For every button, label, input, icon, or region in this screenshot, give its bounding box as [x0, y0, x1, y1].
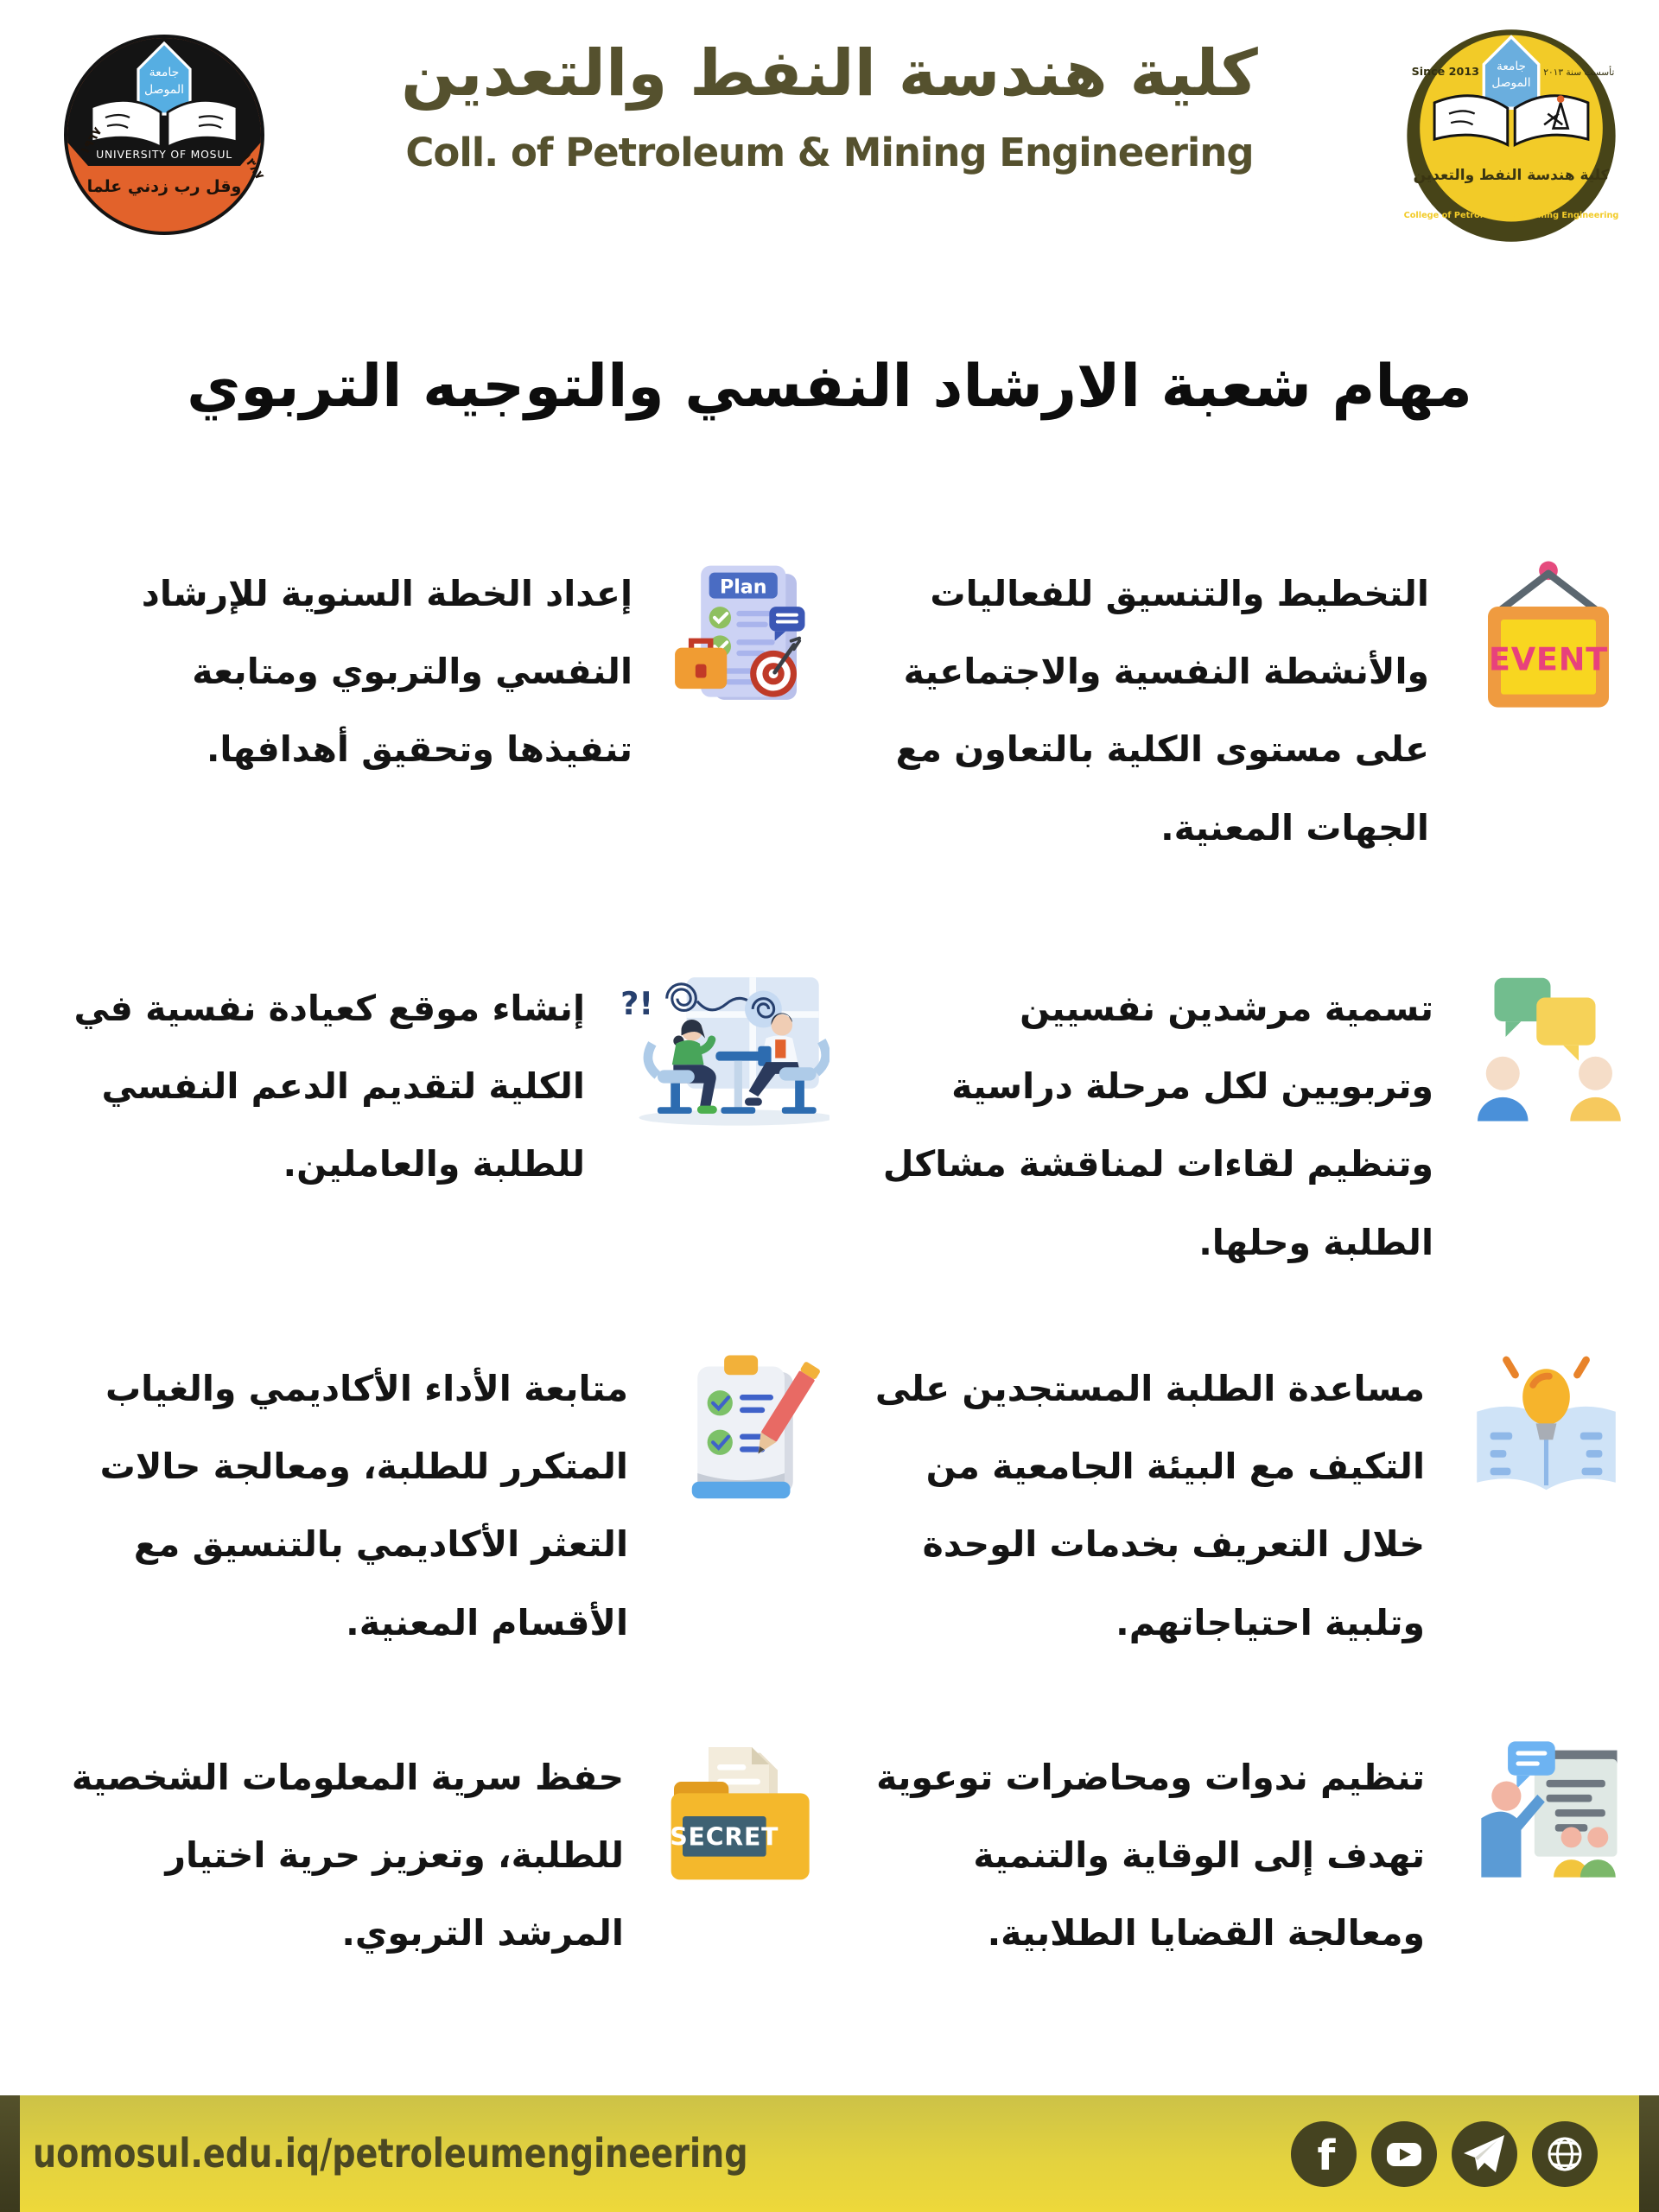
footer-right-edge — [1639, 2095, 1659, 2212]
university-name: UNIVERSITY OF MOSUL — [96, 148, 232, 161]
website-url: uomosul.edu.iq/petroleumengineering — [33, 2130, 748, 2177]
year-gregorian: ١٩٦٧ — [77, 124, 105, 158]
briefcase — [675, 641, 727, 689]
svg-text:الموصل: الموصل — [144, 83, 184, 97]
college-title-arabic: كلية هندسة النفط والتعدين — [401, 36, 1258, 111]
task-annual-plan — [67, 555, 830, 867]
since-label: Since 2013 — [1411, 65, 1479, 79]
task-text: حفظ سرية المعلومات الشخصية للطلبة، وتعزيز حرية اختيار المرشد التربوي. — [71, 1757, 624, 1955]
tasks-row-1 — [67, 555, 1635, 867]
college-name-arabic: كلية هندسة النفط والتعدين — [1413, 165, 1610, 183]
book-idea-icon — [1458, 1350, 1635, 1527]
college-of-petroleum-mining-logo — [1402, 26, 1621, 245]
youtube-icon — [1370, 2120, 1438, 2188]
page-title: مهام شعبة الارشاد النفسي والتوجيه التربوي — [187, 353, 1472, 421]
svg-text:?!: ?! — [620, 985, 654, 1023]
task-confidentiality — [67, 1738, 830, 1973]
task-events-coordination — [864, 555, 1635, 867]
tasks-row-3 — [67, 1350, 1635, 1662]
task-text: تسمية مرشدين نفسيين وتربويين لكل مرحلة دراسية وتنظيم لقاءات لمناقشة مشاكل الطلبة وحلها. — [882, 988, 1433, 1263]
svg-text:SECRET: SECRET — [670, 1822, 779, 1852]
task-academic-followup — [67, 1350, 830, 1662]
seminar-presentation-icon — [1458, 1738, 1635, 1916]
footer-left-edge — [0, 2095, 20, 2212]
university-of-mosul-logo — [60, 31, 268, 238]
task-psych-clinic — [67, 969, 830, 1281]
founded-label: تأسست سنة ٢٠١٣ — [1543, 67, 1615, 79]
person-yellow — [1570, 1057, 1621, 1122]
person-blue — [1478, 1057, 1529, 1122]
plan-document-icon — [665, 555, 830, 719]
checklist-pencil-icon — [661, 1350, 830, 1518]
secret-folder-icon — [657, 1738, 830, 1911]
task-naming-counselors — [864, 969, 1635, 1281]
telegram-icon — [1451, 2120, 1518, 2188]
tangled-thought-scribble — [667, 984, 696, 1011]
svg-text:جامعة: جامعة — [1496, 59, 1527, 73]
college-name-english: College of Petroleum and Mining Engineering — [1403, 211, 1619, 221]
task-text: متابعة الأداء الأكاديمي والغياب المتكرر للطلبة، ومعالجة حالات التعثر الأكاديمي بالتنسيق مع الأقسام المعنية. — [99, 1368, 628, 1643]
social-icons — [1290, 2095, 1599, 2212]
svg-text:جامعة: جامعة — [149, 66, 180, 79]
svg-text:EVENT: EVENT — [1488, 640, 1609, 678]
counseling-session-icon — [618, 969, 830, 1141]
university-motto: وقل رب زدني علما — [86, 177, 242, 196]
college-title-english: Coll. of Petroleum & Mining Engineering — [405, 129, 1254, 175]
svg-text:الموصل: الموصل — [1491, 75, 1531, 90]
year-hijri: ١٣٨٧ — [238, 149, 267, 183]
footer-bar — [0, 2095, 1659, 2212]
counselors-chat-icon — [1466, 969, 1635, 1138]
svg-text:Plan: Plan — [719, 575, 767, 599]
event-sign-icon — [1462, 555, 1635, 728]
tasks-row-2 — [67, 969, 1635, 1281]
task-text: إنشاء موقع كعيادة نفسية في الكلية لتقديم الدعم النفسي للطلبة والعاملين. — [73, 988, 585, 1185]
facebook-icon — [1290, 2120, 1357, 2188]
svg-text:f: f — [1317, 2131, 1336, 2180]
task-text: إعداد الخطة السنوية للإرشاد النفسي والتربوي ومتابعة تنفيذها وتحقيق أهدافها. — [141, 573, 632, 771]
task-text: تنظيم ندوات ومحاضرات توعوية تهدف إلى الوقاية والتنمية ومعالجة القضايا الطلابية. — [876, 1757, 1425, 1955]
tasks-row-4 — [67, 1738, 1635, 1973]
task-text: مساعدة الطلبة المستجدين على التكيف مع البيئة الجامعية من خلال التعريف بخدمات الوحدة وتلبية احتياجاتهم. — [874, 1368, 1425, 1643]
task-awareness-seminars — [864, 1738, 1635, 1973]
task-text: التخطيط والتنسيق للفعاليات والأنشطة النفسية والاجتماعية على مستوى الكلية بالتعاون مع الجهات المعنية. — [895, 573, 1429, 849]
task-new-students-support — [864, 1350, 1635, 1662]
header-titles — [285, 31, 1374, 175]
website-globe-icon — [1531, 2120, 1599, 2188]
